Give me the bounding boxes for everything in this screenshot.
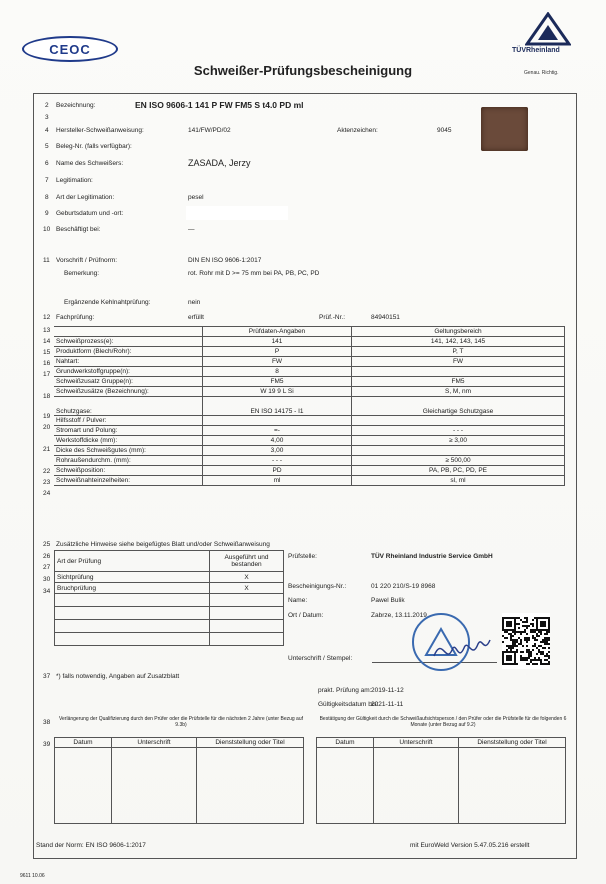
row-label: Schutzgase: [54,397,203,416]
test-data-table [54,326,565,486]
range-value [352,416,565,426]
table-header-blank [54,327,203,337]
row-label: Schweißposition: [54,466,203,476]
row-label: Werkstoffdicke (mm): [54,436,203,446]
row-label: Schweißzusatz Gruppe(n): [54,377,203,387]
row-number: 16 [43,360,51,367]
manufacturer-wps-label: Hersteller-Schweißanweisung: [56,127,144,134]
test-type: Bruchprüfung [55,583,210,594]
row-number: 24 [43,490,51,497]
range-value: FW [352,357,565,367]
row-number: 27 [43,564,51,571]
ceoc-logo: CEOC [22,36,118,62]
test-passed-mark: X [210,583,284,594]
range-header: Geltungsbereich [352,327,565,337]
signature-header: Unterschrift [374,738,459,748]
row-number: 34 [43,588,51,595]
tuv-tagline: Genau. Richtig. [524,70,559,76]
test-data-header: Prüfdaten-Angaben [203,327,352,337]
table-row [54,466,565,476]
designation-value: EN ISO 9606-1 141 P FW FM5 S t4.0 PD ml [135,100,304,110]
table-row [54,436,565,446]
row-number: 6 [45,160,49,167]
row-number: 8 [45,194,49,201]
row-number: 11 [43,257,50,264]
remark-label: Bemerkung: [64,270,100,277]
form-code: 9611 10.06 [20,873,45,879]
test-passed-mark: X [210,572,284,583]
range-value: 141, 142, 143, 145 [352,337,565,347]
test-row [55,572,284,583]
confirmation-table [316,737,566,824]
table-row [54,426,565,436]
test-data-value: 8 [203,367,352,377]
software-version-text: mit EuroWeld Version 5.47.05.216 erstellt [410,842,530,849]
row-number: 9 [45,210,49,217]
test-data-value: =- [203,426,352,436]
test-number-label: Prüf.-Nr.: [319,314,346,321]
table-row [54,416,565,426]
row-number: 39 [43,741,51,748]
range-value: - - - [352,426,565,436]
table-row [54,397,565,416]
row-number: 3 [45,114,49,121]
remark-value: rot. Rohr mit D >= 75 mm bei PA, PB, PC, PD [188,270,320,277]
table-row [54,387,565,397]
row-label: Schweißprozess(e): [54,337,203,347]
row-label: Stromart und Polung: [54,426,203,436]
test-type-header: Art der Prüfung [55,551,210,572]
range-value: ≥ 500,00 [352,456,565,466]
position-header: Dienststellung oder Titel [197,738,304,748]
test-data-value: FM5 [203,377,352,387]
row-number: 13 [43,327,51,334]
row-number: 5 [45,143,49,150]
position-cell [459,748,566,824]
standard-version-text: Stand der Norm: EN ISO 9606-1:2017 [36,842,146,849]
test-data-value: 3,00 [203,446,352,456]
test-row [55,583,284,594]
row-number: 15 [43,349,51,356]
examiner-name-value: Pawel Bulik [371,597,405,604]
empty-row [55,594,210,607]
range-value: ≥ 3,00 [352,436,565,446]
redaction-box [186,206,288,220]
row-label: Schweißzusätze (Bezeichnung): [54,387,203,397]
table-row [54,456,565,466]
id-type-value: pesel [188,194,204,201]
empty-row [55,620,210,633]
range-value: Gleichartige Schutzgase [352,397,565,416]
range-value: FM5 [352,377,565,387]
knowledge-test-label: Fachprüfung: [56,314,95,321]
row-label: Hilfsstoff / Pulver: [54,416,203,426]
date-cell [55,748,112,824]
range-value: S, M, nm [352,387,565,397]
certificate-number-value: 01 220 210/S-19 8968 [371,583,436,590]
table-row [54,337,565,347]
test-data-value [203,416,352,426]
extension-table [54,737,304,824]
row-number: 20 [43,424,51,431]
row-number: 23 [43,479,51,486]
tuv-triangle-icon [525,12,571,46]
row-label: Rohraußendurchm. (mm): [54,456,203,466]
row-number: 10 [43,226,51,233]
fillet-test-label: Ergänzende Kehlnahtprüfung: [64,299,151,306]
standard-value: DIN EN ISO 9606-1:2017 [188,257,262,264]
row-number: 4 [45,127,49,134]
employer-value: — [188,226,195,233]
certificate-number-label: Bescheinigungs-Nr.: [288,583,347,590]
table-row [54,446,565,456]
legitimation-label: Legitimation: [56,177,93,184]
range-value [352,446,565,456]
test-data-value: ml [203,476,352,486]
date-header: Datum [317,738,374,748]
welder-name-label: Name des Schweißers: [56,160,124,167]
test-data-value: FW [203,357,352,367]
examiner-body-value: TÜV Rheinland Industrie Service GmbH [371,553,493,560]
knowledge-test-value: erfüllt [188,314,204,321]
birth-date-label: Geburtsdatum und -ort: [56,210,124,217]
position-cell [197,748,304,824]
id-type-label: Art der Legitimation: [56,194,115,201]
date-header: Datum [55,738,112,748]
row-label: Nahtart: [54,357,203,367]
empty-cell [210,594,284,607]
welder-name-value: ZASADA, Jerzy [188,158,251,168]
table-row [54,357,565,367]
row-number: 22 [43,468,51,475]
tuv-rheinland-logo-text: TÜVRheinland [512,47,560,54]
range-value: PA, PB, PC, PD, PE [352,466,565,476]
document-title: Schweißer-Prüfungsbescheinigung [193,63,413,78]
row-label: Produktform (Blech/Rohr): [54,347,203,357]
place-date-label: Ort / Datum: [288,612,324,619]
file-number-label: Aktenzeichen: [337,127,378,134]
range-value: P, T [352,347,565,357]
date-cell [317,748,374,824]
empty-cell [210,633,284,646]
test-type: Sichtprüfung [55,572,210,583]
test-data-value: - - - [203,456,352,466]
signature-cell [112,748,197,824]
fillet-test-value: nein [188,299,201,306]
footnote-text: *) falls notwendig, Angaben auf Zusatzblatt [56,673,180,680]
tests-table [54,550,284,646]
test-data-value: P [203,347,352,357]
row-number: 30 [43,576,51,583]
table-row [54,377,565,387]
row-number: 17 [43,371,51,378]
photo-stamp [481,107,528,151]
test-data-value: W 19 9 L Si [203,387,352,397]
validity-date: 2021-11-11 [371,701,404,708]
validity-label: Gültigkeitsdatum bis: [318,701,379,708]
extension-text: Verlängerung der Qualifizierung durch den Prüfer oder die Prüfstelle für die nächsten 2 Jahre (unter Bezug auf 9.3b) [58,716,304,728]
practical-test-label: prakt. Prüfung am: [318,687,372,694]
range-value [352,367,565,377]
signature-cell [374,748,459,824]
additional-notes-label: Zusätzliche Hinweise siehe beigefügtes Blatt und/oder Schweißanweisung [56,541,270,548]
test-data-value: 141 [203,337,352,347]
row-number: 14 [43,338,51,345]
table-row [54,347,565,357]
examiner-body-label: Prüfstelle: [288,553,317,560]
row-number: 18 [43,393,51,400]
test-data-value: EN ISO 14175 - I1 [203,397,352,416]
manufacturer-wps-value: 141/FW/PD/02 [188,127,231,134]
row-number: 37 [43,673,51,680]
row-number: 2 [45,102,49,109]
table-row [54,476,565,486]
empty-cell [210,607,284,620]
signature-header: Unterschrift [112,738,197,748]
employer-label: Beschäftigt bei: [56,226,101,233]
table-row [54,367,565,377]
empty-row [55,633,210,646]
place-date-value: Zabrze, 13.11.2019 [371,612,427,619]
row-number: 12 [43,314,51,321]
row-label: Grundwerkstoffgruppe(n): [54,367,203,377]
examiner-name-label: Name: [288,597,308,604]
signature-stamp-label: Unterschrift / Stempel: [288,655,353,662]
empty-cell [210,620,284,633]
row-number: 21 [43,446,51,453]
document-number-label: Beleg-Nr. (falls verfügbar): [56,143,132,150]
row-label: Schweißnahteinzelheiten: [54,476,203,486]
test-data-value: 4,00 [203,436,352,446]
row-number: 7 [45,177,49,184]
qr-code-icon [502,613,550,669]
range-value: sl, ml [352,476,565,486]
empty-row [55,607,210,620]
test-done-header: Ausgeführt und bestanden [210,551,284,572]
standard-label: Vorschrift / Prüfnorm: [56,257,118,264]
file-number-value: 9045 [437,127,452,134]
examiner-signature [428,630,498,670]
practical-test-date: 2019-11-12 [371,687,404,694]
test-number-value: 84940151 [371,314,400,321]
designation-label: Bezeichnung: [56,102,96,109]
row-label: Dicke des Schweißgutes (mm): [54,446,203,456]
row-number: 19 [43,413,51,420]
test-data-value: PD [203,466,352,476]
confirmation-text: Bestätigung der Gültigkeit durch die Schweißaufsichtsperson / den Prüfer oder die Prüfstelle für die folgenden 6 Monate (unter Bezug auf 9.2) [319,716,567,728]
row-number: 38 [43,719,51,726]
row-number: 25 [43,541,51,548]
position-header: Dienststellung oder Titel [459,738,566,748]
row-number: 26 [43,553,51,560]
